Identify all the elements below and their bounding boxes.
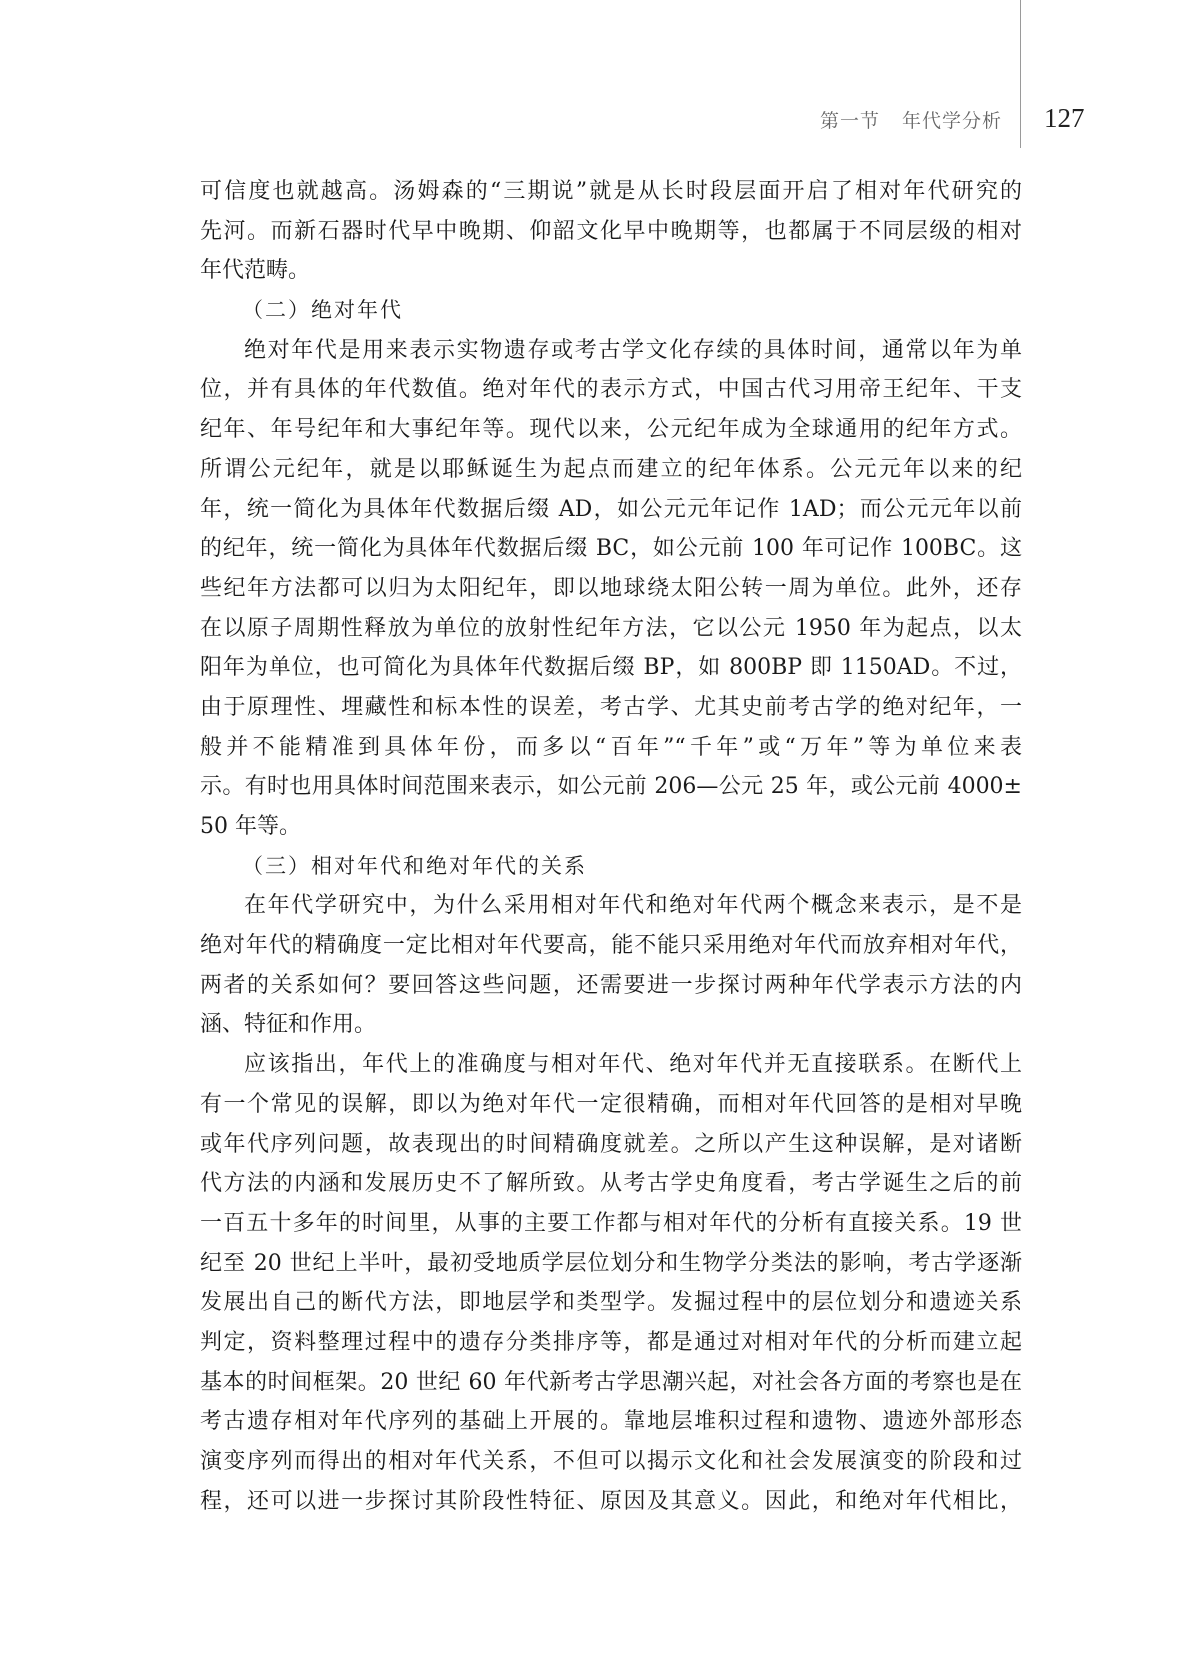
section-heading-relationship: （三）相对年代和绝对年代的关系 — [242, 853, 587, 878]
text-line: 考古遗存相对年代序列的基础上开展的。靠地层堆积过程和遗物、遗迹外部形态 — [200, 1409, 1022, 1435]
section-heading-absolute-dating: （二）绝对年代 — [242, 298, 403, 323]
paragraph-2 — [200, 331, 1022, 847]
text-line: 发展出自己的断代方法，即地层学和类型学。发掘过程中的层位划分和遗迹关系 — [200, 1290, 1022, 1316]
text-line: 绝对年代是用来表示实物遗存或考古学文化存续的具体时间，通常以年为单 — [244, 337, 1022, 363]
text-line: 可信度也就越高。汤姆森的“三期说”就是从长时段层面开启了相对年代研究的 — [200, 179, 1022, 204]
text-line: 基本的时间框架。20 世纪 60 年代新考古学思潮兴起，对社会各方面的考察也是在 — [200, 1369, 1022, 1395]
text-line: 两者的关系如何？要回答这些问题，还需要进一步探讨两种年代学表示方法的内 — [200, 972, 1022, 998]
text-line: 般并不能精准到具体年份，而多以“百年”“千年”或“万年”等为单位来表 — [200, 734, 1022, 760]
text-line: 位，并有具体的年代数值。绝对年代的表示方式，中国古代习用帝王纪年、干支 — [200, 377, 1022, 403]
section-title: 年代学分析 — [902, 110, 1003, 132]
text-line: 演变序列而得出的相对年代关系，不但可以揭示文化和社会发展演变的阶段和过 — [200, 1449, 1022, 1474]
paragraph-4 — [200, 1045, 1022, 1521]
body-text — [200, 172, 1022, 1521]
text-line: 年代范畴。 — [200, 258, 311, 284]
running-header — [820, 106, 1002, 133]
text-line: 有一个常见的误解，即以为绝对年代一定很精确，而相对年代回答的是相对早晚 — [200, 1091, 1022, 1117]
paragraph-3 — [200, 886, 1022, 1045]
text-line: 涵、特征和作用。 — [200, 1012, 377, 1038]
text-line: 的纪年，统一简化为具体年代数据后缀 BC，如公元前 100 年可记作 100BC。这 — [200, 536, 1022, 562]
page-number: 127 — [1044, 103, 1085, 133]
text-line: 由于原理性、埋藏性和标本性的误差，考古学、尤其史前考古学的绝对纪年，一 — [200, 694, 1022, 720]
text-line: 年，统一简化为具体年代数据后缀 AD，如公元元年记作 1AD；而公元元年以前 — [200, 496, 1022, 522]
text-line: 应该指出，年代上的准确度与相对年代、绝对年代并无直接联系。在断代上 — [244, 1052, 1022, 1078]
text-line: 先河。而新石器时代早中晚期、仰韶文化早中晚期等，也都属于不同层级的相对 — [200, 218, 1022, 244]
text-line: 些纪年方法都可以归为太阳纪年，即以地球绕太阳公转一周为单位。此外，还存 — [200, 575, 1022, 601]
text-line: 一百五十多年的时间里，从事的主要工作都与相对年代的分析有直接关系。19 世 — [200, 1210, 1022, 1236]
text-line: 代方法的内涵和发展历史不了解所致。从考古学史角度看，考古学诞生之后的前 — [200, 1171, 1022, 1197]
text-line: 阳年为单位，也可简化为具体年代数据后缀 BP，如 800BP 即 1150AD。不过， — [200, 655, 1022, 681]
text-line: 所谓公元纪年，就是以耶稣诞生为起点而建立的纪年体系。公元元年以来的纪 — [200, 456, 1022, 482]
text-line: 在年代学研究中，为什么采用相对年代和绝对年代两个概念来表示，是不是 — [244, 893, 1022, 919]
section-label: 第一节 — [820, 110, 881, 132]
text-line: 或年代序列问题，故表现出的时间精确度就差。之所以产生这种误解，是对诸断 — [200, 1131, 1022, 1157]
text-line: 绝对年代的精确度一定比相对年代要高，能不能只采用绝对年代而放弃相对年代， — [200, 933, 1022, 959]
text-line: 判定，资料整理过程中的遗存分类排序等，都是通过对相对年代的分析而建立起 — [200, 1329, 1022, 1355]
paragraph-1 — [200, 172, 1022, 291]
text-line: 程，还可以进一步探讨其阶段性特征、原因及其意义。因此，和绝对年代相比， — [200, 1488, 1022, 1514]
text-line: 示。有时也用具体时间范围来表示，如公元前 206—公元 25 年，或公元前 4000± — [200, 774, 1022, 800]
text-line: 纪至 20 世纪上半叶，最初受地质学层位划分和生物学分类法的影响，考古学逐渐 — [200, 1250, 1022, 1276]
header-divider — [1020, 0, 1021, 148]
text-line: 50 年等。 — [200, 814, 301, 839]
text-line: 在以原子周期性释放为单位的放射性纪年方法，它以公元 1950 年为起点，以太 — [200, 615, 1022, 641]
text-line: 纪年、年号纪年和大事纪年等。现代以来，公元纪年成为全球通用的纪年方式。 — [200, 417, 1022, 443]
